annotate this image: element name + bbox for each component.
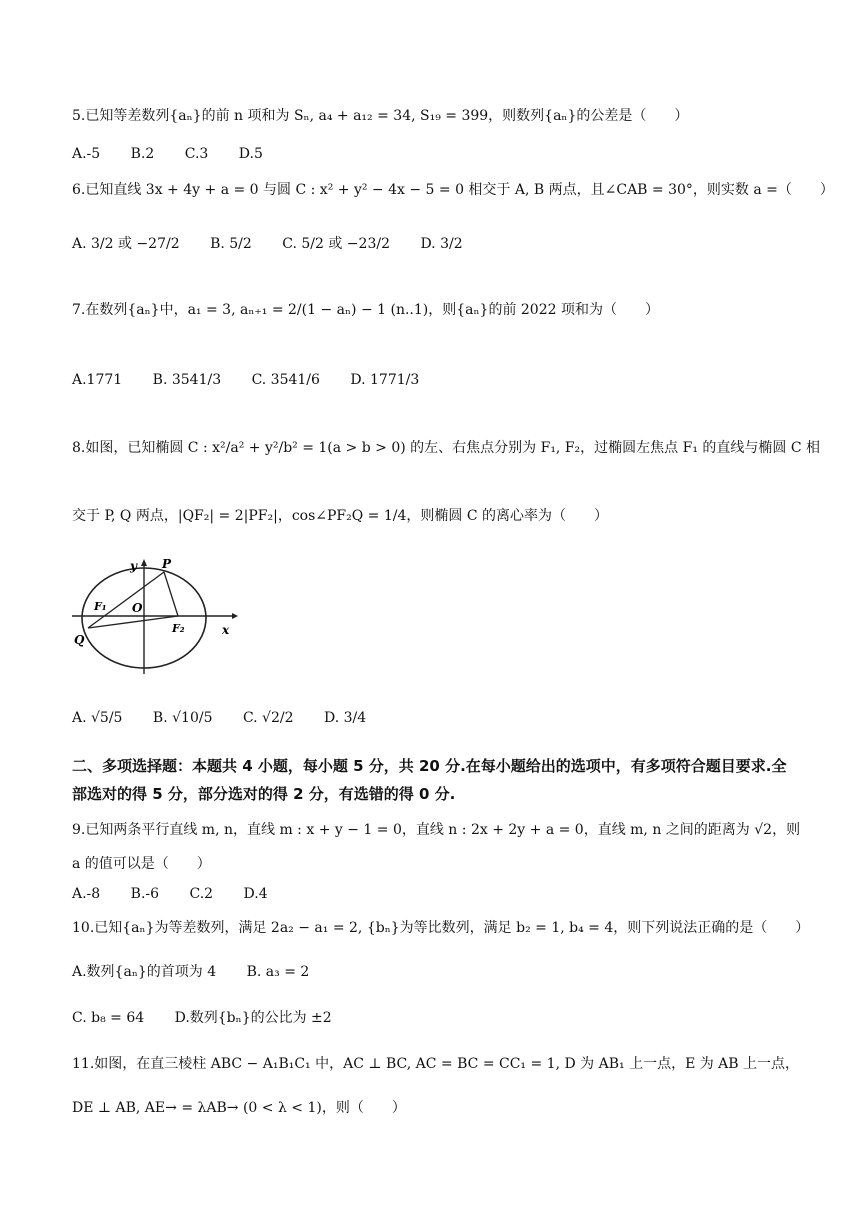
question-9-stem-line1: 9.已知两条平行直线 m, n，直线 m : x + y − 1 = 0，直线 n : 2x + 2y + a = 0，直线 m, n 之间的距离为 √2，则 [72,822,801,838]
question-8-stem-line1: 8.如图，已知椭圆 C : x²/a² + y²/b² = 1(a > b > 0) 的左、右焦点分别为 F₁, F₂，过椭圆左焦点 F₁ 的直线与椭圆 C 相 [72,440,820,456]
label-q: Q [74,633,85,647]
q6-option-a: A. 3/2 或 −27/2 [72,236,180,252]
question-9-stem-line2: a 的值可以是（ ） [72,856,211,872]
question-10-options-row2 [72,1008,358,1028]
question-9-options [72,884,294,904]
question-11-stem-line1: 11.如图，在直三棱柱 ABC − A₁B₁C₁ 中，AC ⊥ BC, AC = BC = CC₁ = 1, D 为 AB₁ 上一点，E 为 AB 上一点， [72,1056,800,1072]
q5-option-d: D.5 [238,146,263,162]
question-7-options [72,370,445,390]
section-2-heading: 二、多项选择题：本题共 4 小题，每小题 5 分，共 20 分.在每小题给出的选项中，有多项符合题目要求.全部选对的得 5 分，部分选对的得 2 分，有选错的得 0 分. [72,757,787,803]
question-6-options [72,234,489,254]
q9-option-d: D.4 [243,886,268,902]
question-5-options [72,144,289,164]
q10-option-a: A.数列{aₙ}的首项为 4 [72,964,217,980]
q10-option-b: B. a₃ = 2 [246,964,310,980]
q6-option-c: C. 5/2 或 −23/2 [282,236,390,252]
q9-option-a: A.-8 [72,886,101,902]
q7-option-d: D. 1771/3 [350,372,420,388]
question-6-stem: 6.已知直线 3x + 4y + a = 0 与圆 C : x² + y² − 4x − 5 = 0 相交于 A, B 两点，且∠CAB = 30°，则实数 a =（ ） [72,182,834,198]
q8-option-a: A. √5/5 [72,710,123,726]
q6-option-d: D. 3/2 [420,236,463,252]
q7-option-c: C. 3541/6 [251,372,320,388]
question-8-options [72,708,392,728]
question-10-stem: 10.已知{aₙ}为等差数列，满足 2a₂ − a₁ = 2, {bₙ}为等比数列，满足 b₂ = 1, b₄ = 4，则下列说法正确的是（ ） [72,920,810,936]
question-10-options-row1 [72,962,335,982]
x-axis-arrow-icon [232,613,238,619]
q10-option-d: D.数列{bₙ}的公比为 ±2 [174,1010,332,1026]
question-7-stem: 7.在数列{aₙ}中，a₁ = 3, aₙ₊₁ = 2/(1 − aₙ) − 1 (n..1)，则{aₙ}的前 2022 项和为（ ） [72,302,659,318]
q7-option-b: B. 3541/3 [152,372,222,388]
q5-option-b: B.2 [130,146,155,162]
q8-option-c: C. √2/2 [242,710,294,726]
label-p: P [162,558,172,571]
label-f1: F₁ [94,600,107,613]
q8-option-d: D. 3/4 [323,710,367,726]
segment-pf2 [164,572,178,616]
ellipse-figure [72,558,240,674]
y-axis-arrow-icon [141,559,147,566]
q8-option-b: B. √10/5 [152,710,213,726]
q7-option-a: A.1771 [72,372,123,388]
q5-option-c: C.3 [184,146,209,162]
question-11-stem-line2: DE ⊥ AB, AE→ = λAB→ (0 < λ < 1)，则（ ） [72,1100,406,1116]
question-5-stem: 5.已知等差数列{aₙ}的前 n 项和为 Sₙ, a₄ + a₁₂ = 34, S₁₉ = 399，则数列{aₙ}的公差是（ ） [72,108,689,124]
q9-option-b: B.-6 [130,886,160,902]
label-x: x [222,623,230,637]
q9-option-c: C.2 [189,886,214,902]
q6-option-b: B. 5/2 [210,236,252,252]
label-y: y [130,559,137,573]
label-f2: F₂ [172,622,185,635]
question-8-stem-line2: 交于 P, Q 两点，|QF₂| = 2|PF₂|，cos∠PF₂Q = 1/4，则椭圆 C 的离心率为（ ） [72,508,608,524]
q10-option-c: C. b₈ = 64 [72,1010,145,1026]
q5-option-a: A.-5 [72,146,101,162]
label-o: O [132,601,143,615]
